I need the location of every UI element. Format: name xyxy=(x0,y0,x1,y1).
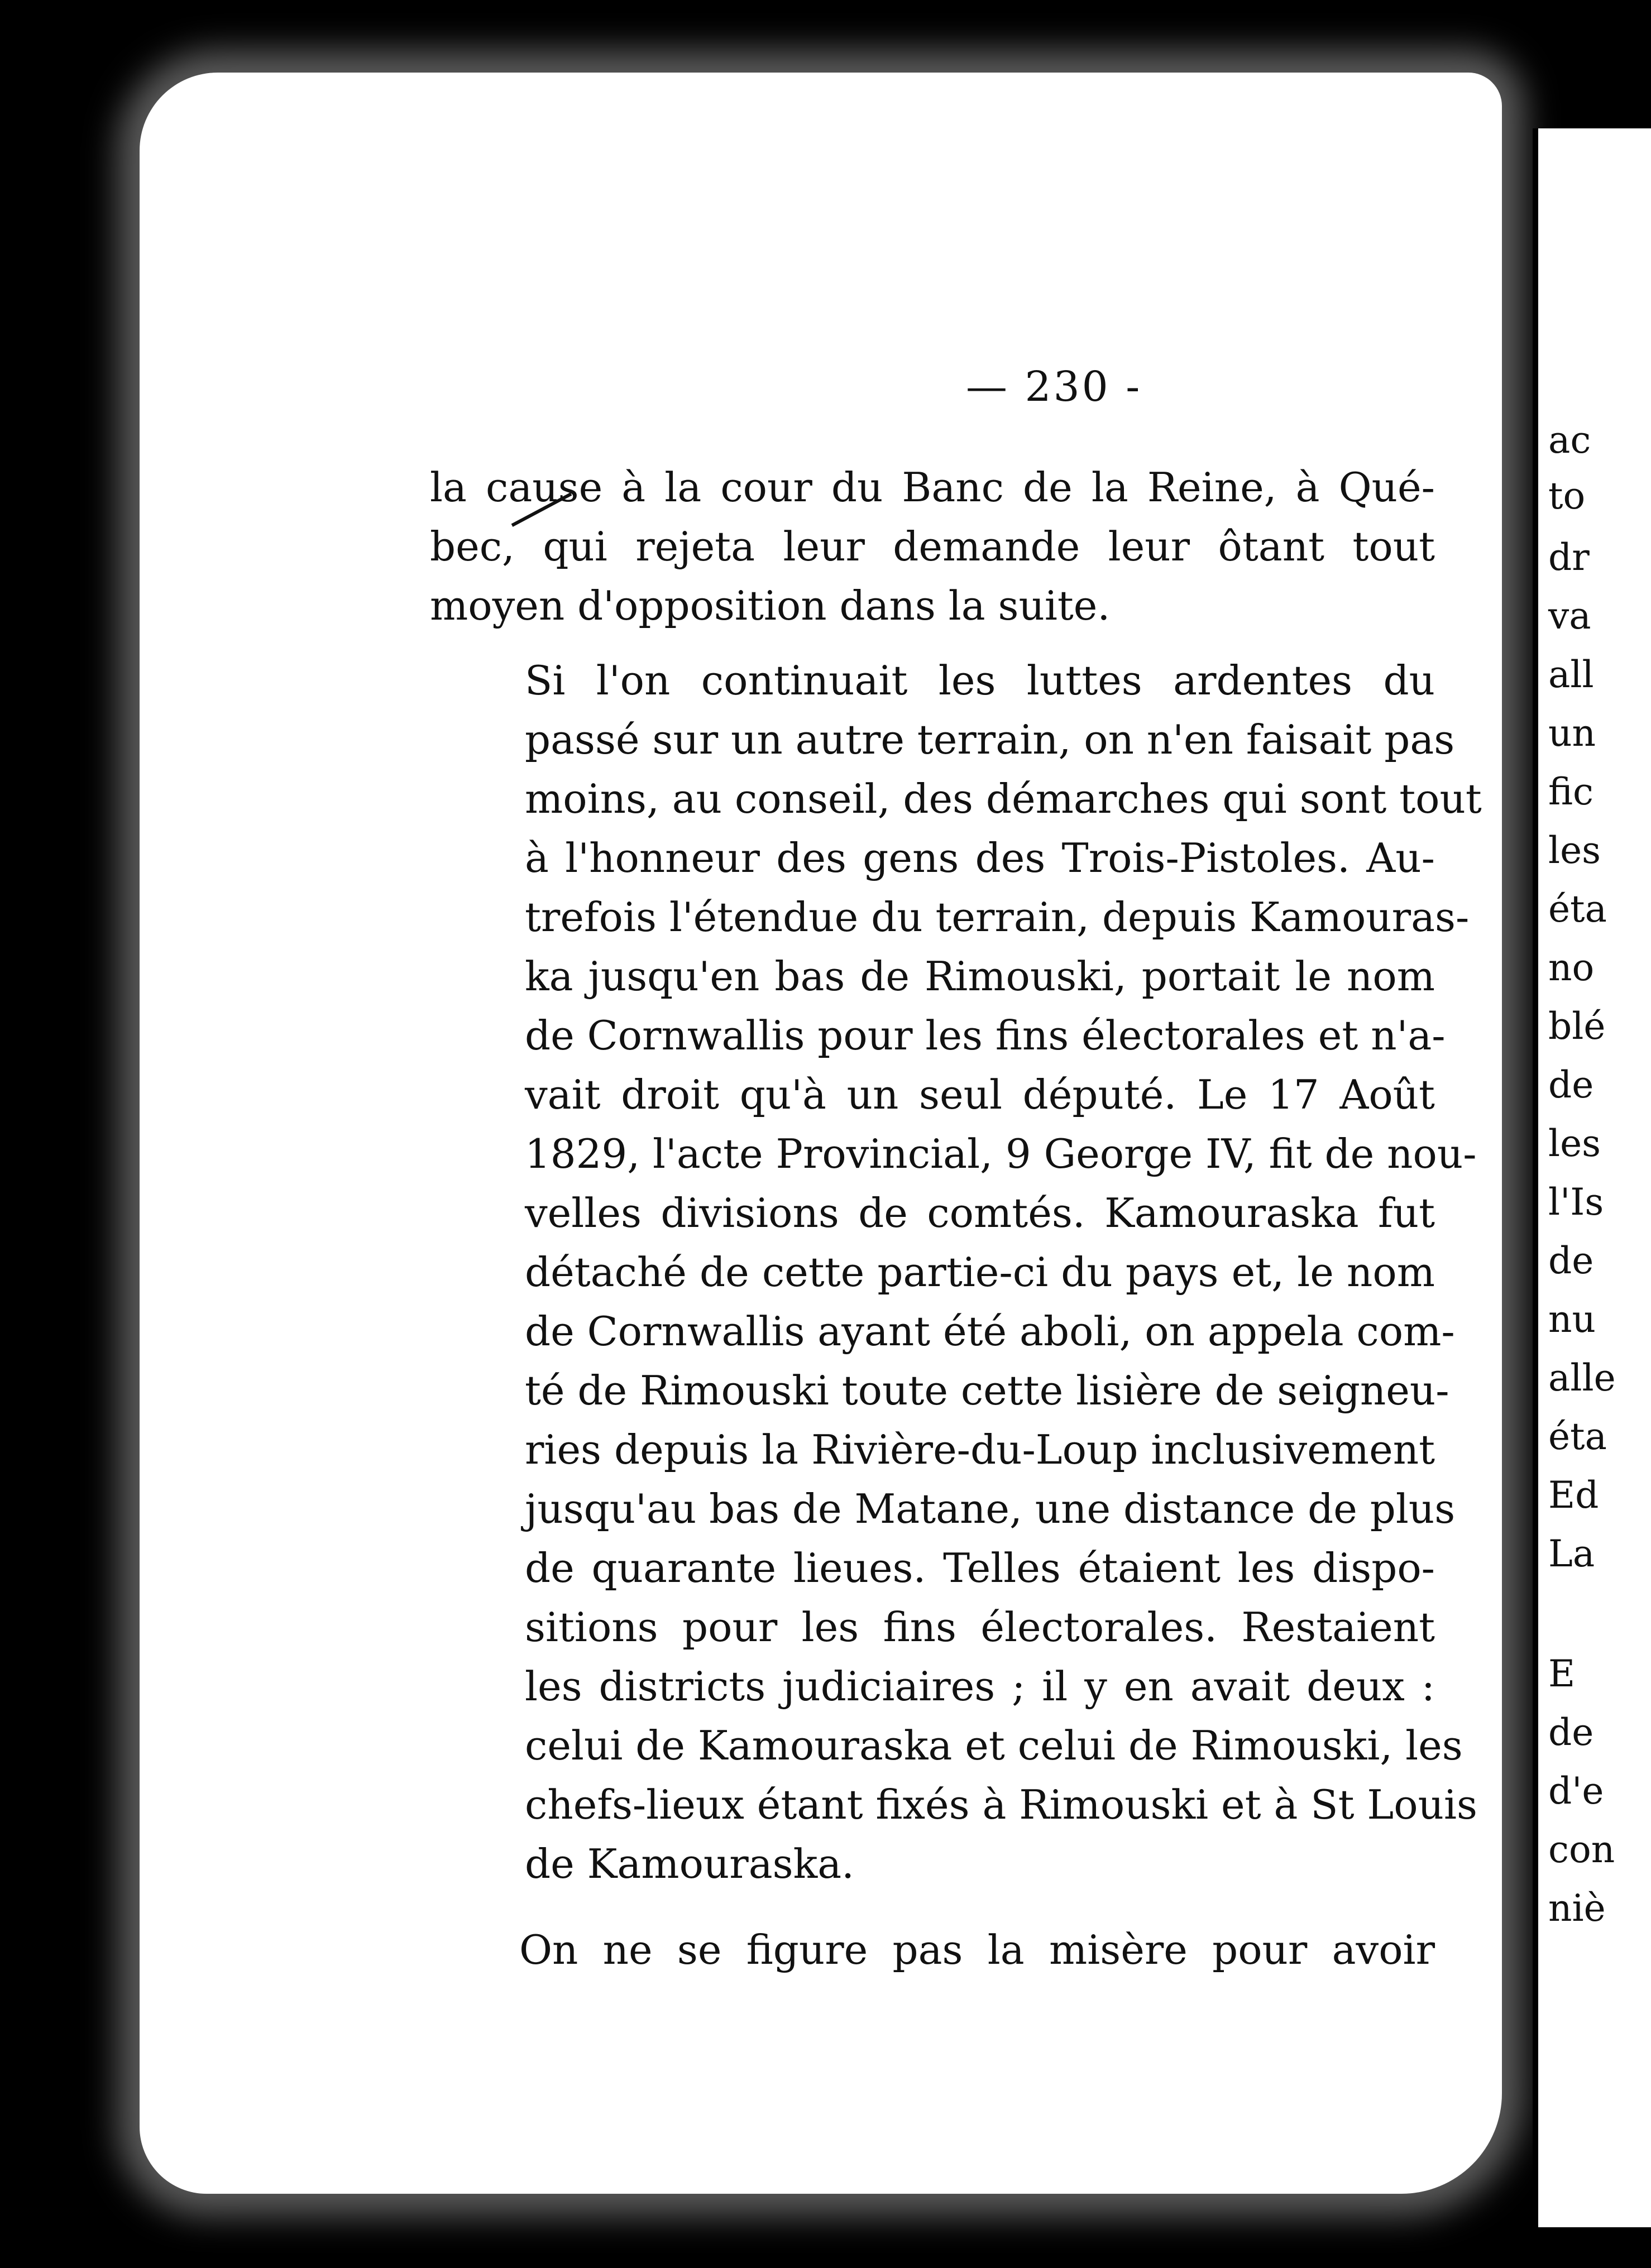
text-line: ries depuis la Rivière-du-Loup inclusivement xyxy=(525,1426,1435,1473)
text-line: de quarante lieues. Telles étaient les dispo- xyxy=(525,1545,1435,1591)
facing-line: l'Is xyxy=(1548,1181,1604,1224)
facing-line: niè xyxy=(1548,1887,1606,1930)
facing-line: éta xyxy=(1548,1415,1607,1458)
paragraph-2 xyxy=(430,651,1482,1893)
facing-line: de xyxy=(1548,1063,1594,1106)
text-line: celui de Kamouraska et celui de Rimouski, les xyxy=(525,1722,1463,1769)
text-line: velles divisions de comtés. Kamouraska fut xyxy=(525,1190,1435,1236)
facing-line: to xyxy=(1548,474,1586,517)
book-page xyxy=(140,73,1502,2194)
facing-line: va xyxy=(1548,594,1591,637)
text-line: vait droit qu'à un seul député. Le 17 Août xyxy=(525,1071,1435,1118)
text-line: moins, au conseil, des démarches qui sont tout xyxy=(525,775,1482,822)
facing-line: éta xyxy=(1548,888,1607,931)
facing-line: nu xyxy=(1548,1298,1596,1341)
facing-line: de xyxy=(1548,1239,1594,1282)
facing-line: de xyxy=(1548,1711,1594,1754)
facing-line: Ed xyxy=(1548,1474,1599,1517)
facing-line: les xyxy=(1548,1122,1601,1165)
text-line: chefs-lieux étant fixés à Rimouski et à St Louis xyxy=(525,1781,1477,1828)
text-line: de Kamouraska. xyxy=(525,1840,855,1887)
facing-page-fragment xyxy=(1533,128,1651,2227)
text-line: sitions pour les fins électorales. Restaient xyxy=(525,1604,1435,1651)
paragraph-1 xyxy=(430,458,1435,635)
text-line: la cause à la cour du Banc de la Reine, à Qué- xyxy=(430,464,1435,511)
facing-line: un xyxy=(1548,712,1596,755)
text-line: de Cornwallis pour les fins électorales et n'a- xyxy=(525,1012,1446,1059)
body-text xyxy=(430,458,1482,1979)
text-line: 1829, l'acte Provincial, 9 George IV, fit de nou- xyxy=(525,1130,1477,1177)
text-line: de Cornwallis ayant été aboli, on appela com- xyxy=(525,1308,1455,1355)
text-line: bec, qui rejeta leur demande leur ôtant tout xyxy=(430,523,1435,570)
facing-line: d'e xyxy=(1548,1770,1604,1813)
facing-line: les xyxy=(1548,829,1601,872)
facing-line: alle xyxy=(1548,1356,1616,1399)
text-line: détaché de cette partie-ci du pays et, le nom xyxy=(525,1249,1435,1296)
facing-line: La xyxy=(1548,1532,1595,1575)
text-line: té de Rimouski toute cette lisière de seigneu- xyxy=(525,1367,1449,1414)
facing-line: ac xyxy=(1548,419,1591,462)
text-line: les districts judiciaires ; il y en avait deux : xyxy=(525,1663,1435,1710)
facing-line: fic xyxy=(1548,770,1593,813)
text-line: Si l'on continuait les luttes ardentes du xyxy=(525,657,1435,704)
facing-line: E xyxy=(1548,1652,1576,1695)
facing-line: dr xyxy=(1548,536,1590,579)
facing-line: blé xyxy=(1548,1005,1606,1048)
facing-line: all xyxy=(1548,653,1594,696)
facing-line: no xyxy=(1548,946,1595,989)
text-line: passé sur un autre terrain, on n'en faisait pas xyxy=(525,716,1455,763)
text-line: ka jusqu'en bas de Rimouski, portait le nom xyxy=(525,953,1435,1000)
text-line: jusqu'au bas de Matane, une distance de plus xyxy=(525,1485,1456,1532)
text-line: trefois l'étendue du terrain, depuis Kamouras- xyxy=(525,894,1470,941)
text-line: à l'honneur des gens des Trois-Pistoles. Au- xyxy=(525,835,1435,881)
text-line: moyen d'opposition dans la suite. xyxy=(430,582,1111,629)
paragraph-3 xyxy=(430,1920,1435,1979)
page-number: — 230 - xyxy=(966,363,1142,411)
text-line: On ne se figure pas la misère pour avoir xyxy=(519,1926,1435,1973)
facing-line: con xyxy=(1548,1828,1615,1871)
